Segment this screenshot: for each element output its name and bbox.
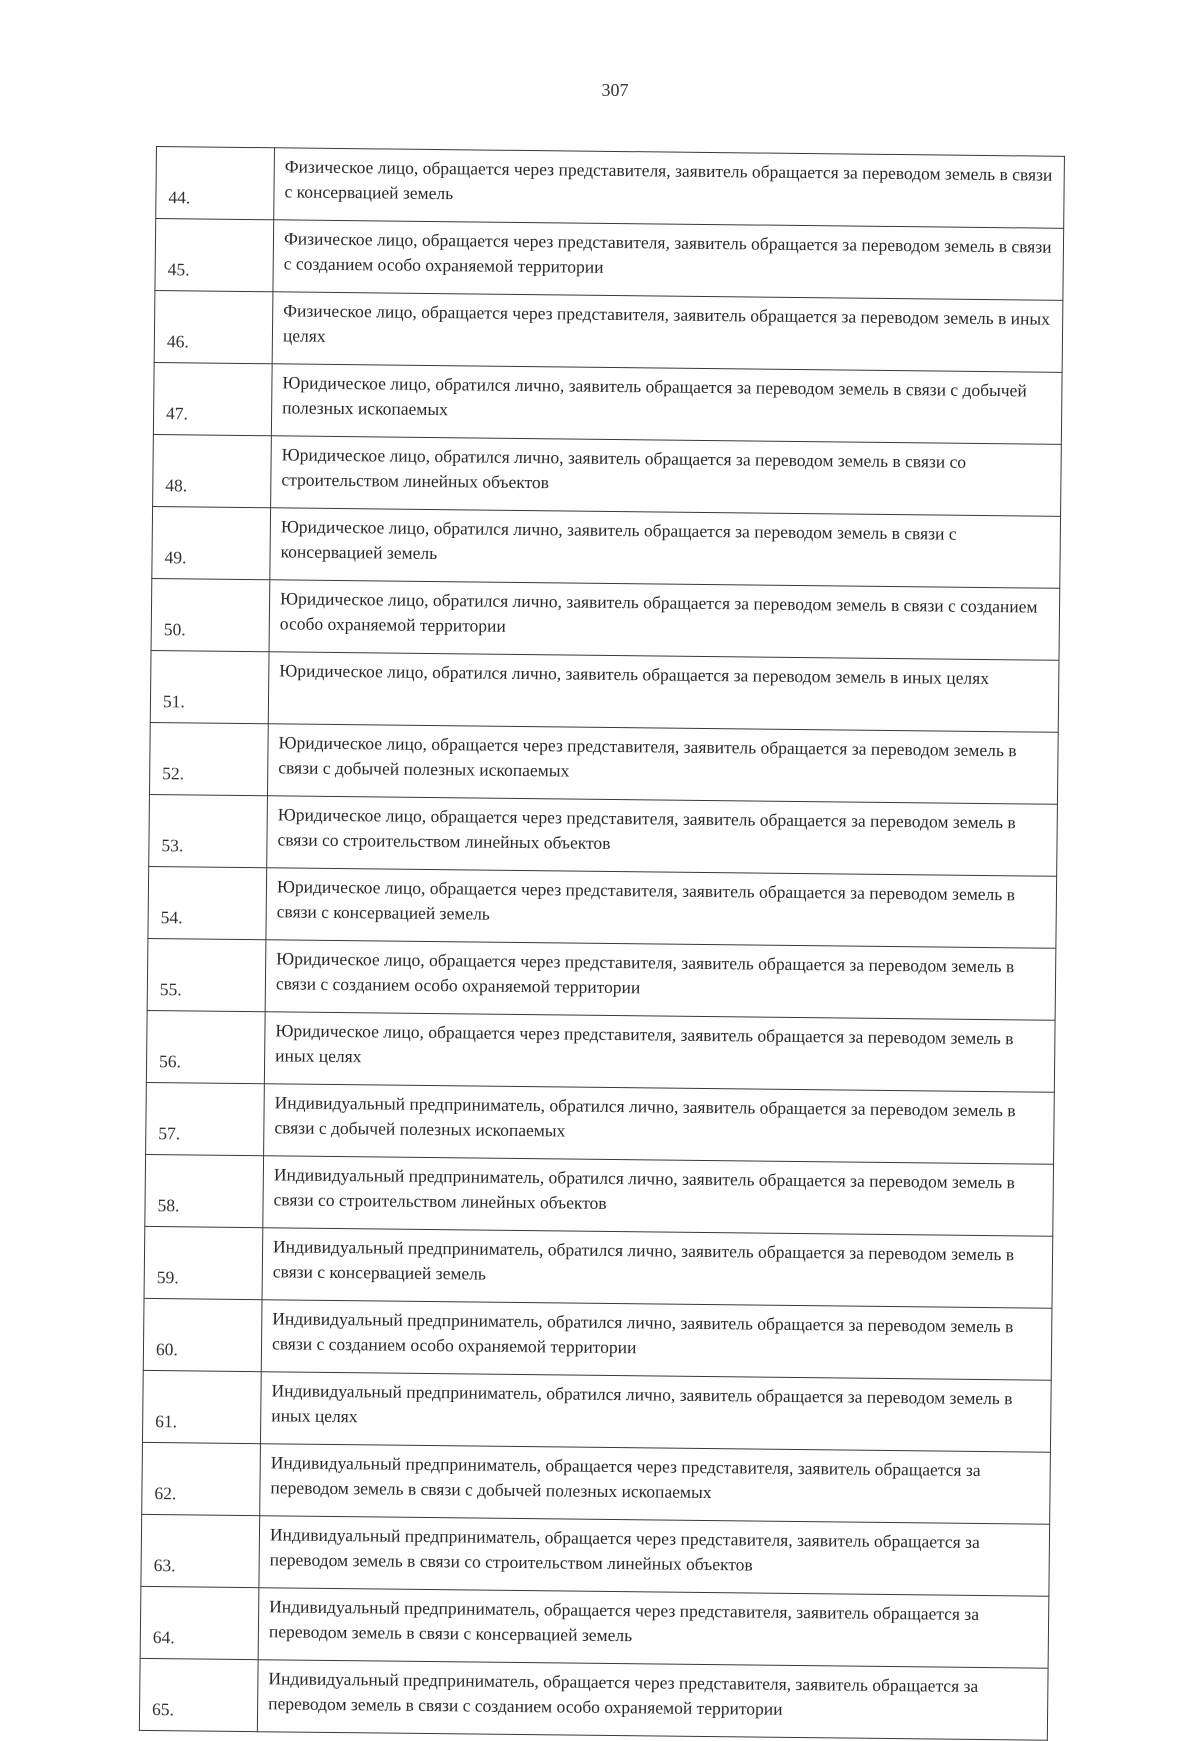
- table-row: [150, 650, 1059, 732]
- row-description: Юридическое лицо, обратился лично, заявитель обращается за переводом земель в связи со строительством линейных объектов: [271, 436, 1062, 517]
- row-number: 61.: [142, 1370, 261, 1443]
- table-body: [139, 147, 1064, 1741]
- row-number: 51.: [150, 650, 269, 723]
- row-description: Индивидуальный предприниматель, обратился лично, заявитель обращается за переводом земель в связи с консервацией земель: [262, 1228, 1053, 1309]
- table-row: [145, 1154, 1054, 1236]
- row-number: 57.: [146, 1082, 265, 1155]
- row-number: 58.: [145, 1154, 264, 1227]
- table-row: [147, 938, 1056, 1020]
- table-row: [142, 1442, 1051, 1524]
- row-number: 56.: [146, 1010, 265, 1083]
- row-description: Индивидуальный предприниматель, обратился лично, заявитель обращается за переводом земель в связи с созданием особо охраняемой территории: [261, 1300, 1052, 1381]
- row-number: 55.: [147, 938, 266, 1011]
- document-table-wrapper: [139, 146, 1064, 1741]
- row-number: 60.: [143, 1298, 262, 1371]
- row-description: Индивидуальный предприниматель, обратился лично, заявитель обращается за переводом земель в связи со строительством линейных объектов: [263, 1156, 1054, 1237]
- row-number: 47.: [153, 362, 272, 435]
- table-row: [149, 722, 1058, 804]
- row-description: Индивидуальный предприниматель, обращается через представителя, заявитель обращается за переводом земель в связи с добычей полезных ископаемых: [260, 1444, 1051, 1525]
- row-description: Юридическое лицо, обращается через представителя, заявитель обращается за переводом земель в связи с консервацией земель: [266, 868, 1057, 949]
- table-row: [149, 794, 1058, 876]
- table-row: [140, 1586, 1049, 1668]
- row-number: 46.: [154, 290, 273, 363]
- table-row: [142, 1370, 1051, 1452]
- table-row: [153, 434, 1062, 516]
- row-number: 64.: [140, 1586, 259, 1659]
- row-number: 62.: [142, 1442, 261, 1515]
- row-description: Юридическое лицо, обращается через представителя, заявитель обращается за переводом земель в связи со строительством линейных объектов: [267, 796, 1058, 877]
- table-row: [146, 1010, 1055, 1092]
- row-number: 63.: [141, 1514, 260, 1587]
- row-number: 59.: [144, 1226, 263, 1299]
- row-description: Физическое лицо, обращается через представителя, заявитель обращается за переводом земель в связи с созданием особо охраняемой территории: [273, 220, 1064, 301]
- page-number: 307: [601, 80, 629, 100]
- table-row: [148, 866, 1057, 948]
- row-number: 45.: [155, 219, 274, 292]
- table-row: [154, 290, 1063, 372]
- table-row: [141, 1514, 1050, 1596]
- row-description: Юридическое лицо, обратился лично, заявитель обращается за переводом земель в связи с консервацией земель: [270, 508, 1061, 589]
- table-row: [143, 1298, 1052, 1380]
- row-description: Физическое лицо, обращается через представителя, заявитель обращается за переводом земель в связи с консервацией земель: [274, 148, 1065, 229]
- row-description: Юридическое лицо, обращается через представителя, заявитель обращается за переводом земель в иных целях: [264, 1012, 1055, 1093]
- row-description: Юридическое лицо, обратился лично, заявитель обращается за переводом земель в иных целях: [268, 652, 1059, 733]
- table-row: [151, 578, 1060, 660]
- row-number: 48.: [153, 434, 272, 507]
- table-row: [155, 219, 1064, 301]
- row-number: 54.: [148, 866, 267, 939]
- table-row: [156, 147, 1065, 229]
- table-row: [146, 1082, 1055, 1164]
- row-number: 53.: [149, 794, 268, 867]
- row-number: 52.: [149, 722, 268, 795]
- row-description: Индивидуальный предприниматель, обратился лично, заявитель обращается за переводом земель в иных целях: [260, 1372, 1051, 1453]
- row-description: Юридическое лицо, обращается через представителя, заявитель обращается за переводом земель в связи с добычей полезных ископаемых: [267, 724, 1058, 805]
- row-description: Юридическое лицо, обращается через представителя, заявитель обращается за переводом земель в связи с созданием особо охраняемой территории: [265, 940, 1056, 1021]
- table-row: [153, 362, 1062, 444]
- row-number: 50.: [151, 578, 270, 651]
- row-description: Индивидуальный предприниматель, обращается через представителя, заявитель обращается за переводом земель в связи с созданием особо охраняемой территории: [257, 1660, 1048, 1741]
- table-row: [144, 1226, 1053, 1308]
- table-row: [152, 506, 1061, 588]
- row-number: 44.: [156, 147, 275, 220]
- row-description: Юридическое лицо, обратился лично, заявитель обращается за переводом земель в связи с созданием особо охраняемой территории: [269, 580, 1060, 661]
- row-number: 65.: [139, 1658, 258, 1731]
- row-description: Юридическое лицо, обратился лично, заявитель обращается за переводом земель в связи с добычей полезных ископаемых: [271, 364, 1062, 445]
- row-description: Индивидуальный предприниматель, обращается через представителя, заявитель обращается за переводом земель в связи с консервацией земель: [258, 1588, 1049, 1669]
- applicant-variants-table: [139, 146, 1065, 1741]
- row-description: Индивидуальный предприниматель, обращается через представителя, заявитель обращается за переводом земель в связи со строительством линейных объектов: [259, 1516, 1050, 1597]
- table-row: [139, 1658, 1048, 1740]
- row-description: Индивидуальный предприниматель, обратился лично, заявитель обращается за переводом земель в связи с добычей полезных ископаемых: [264, 1084, 1055, 1165]
- row-description: Физическое лицо, обращается через представителя, заявитель обращается за переводом земель в иных целях: [272, 292, 1063, 373]
- row-number: 49.: [152, 506, 271, 579]
